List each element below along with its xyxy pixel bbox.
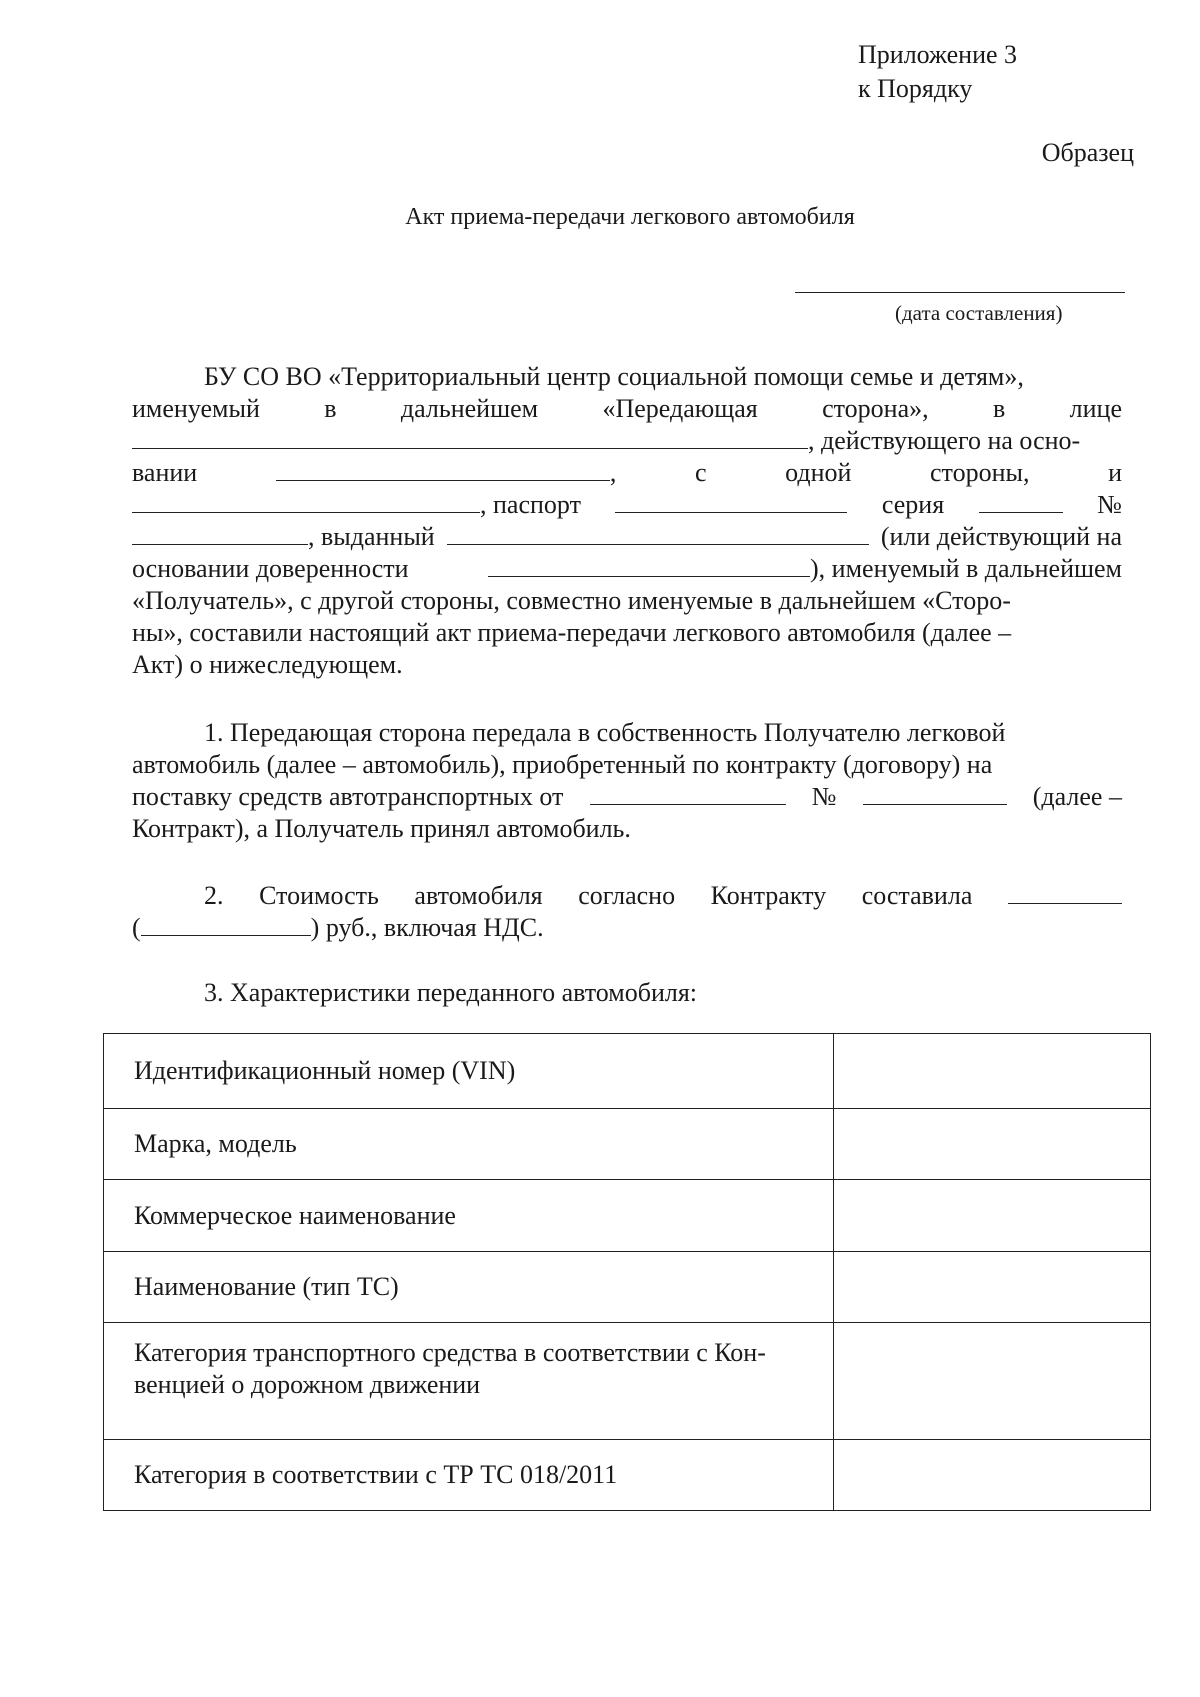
passport-number-blank[interactable] [132, 522, 308, 545]
section-1-line-1: 1. Передающая сторона передала в собственность Получателю легковой [204, 718, 1006, 747]
passport-series-blank[interactable] [979, 490, 1063, 513]
sample-label: Образец [1041, 138, 1134, 167]
intro-line-3: , действующего на осно- [132, 425, 1122, 457]
intro-line-8: «Получатель», с другой стороны, совместно именуемые в дальнейшем «Сторо- [132, 586, 1011, 615]
section-2 [132, 880, 1122, 944]
row-value-cell[interactable] [834, 1109, 1151, 1180]
section-1-line-4: Контракт), а Получатель принял автомобиль. [132, 814, 631, 843]
intro-line-9: ны», составили настоящий акт приема-передачи легкового автомобиля (далее – [132, 618, 1012, 647]
row-value-cell[interactable] [834, 1034, 1151, 1109]
intro-line-2: именуемый в дальнейшем «Передающая сторона», в лице [132, 394, 1122, 423]
section-2-line-1: 2. Стоимость автомобиля согласно Контракту составила [132, 880, 1122, 912]
basis-document-blank[interactable] [276, 458, 610, 481]
appendix-label: Приложение 3 [858, 40, 1018, 69]
contract-number-blank[interactable] [863, 782, 1007, 805]
section-1 [132, 717, 1122, 845]
date-caption: (дата составления) [895, 301, 1063, 325]
intro-line-4: вании , с одной стороны, и [132, 458, 1122, 487]
section-1-line-2: автомобиль (далее – автомобиль), приобретенный по контракту (договору) на [132, 750, 993, 779]
contract-date-blank[interactable] [590, 782, 786, 805]
row-label: Категория транспортного средства в соответствии с Кон- венцией о дорожном движении [104, 1323, 834, 1440]
document-title: Акт приема-передачи легкового автомобиля [405, 204, 855, 230]
table-row [104, 1109, 1151, 1180]
table-row [104, 1252, 1151, 1323]
table-row [104, 1440, 1151, 1511]
issued-by-blank[interactable] [447, 522, 869, 545]
appendix-to-label: к Порядку [858, 74, 973, 103]
section-3-heading: 3. Характеристики переданного автомобиля: [204, 978, 698, 1007]
passport-blank[interactable] [615, 490, 847, 513]
row-value-cell[interactable] [834, 1440, 1151, 1511]
recipient-name-blank[interactable] [132, 490, 480, 513]
row-label: Наименование (тип ТС) [104, 1252, 834, 1323]
row-value-cell[interactable] [834, 1180, 1151, 1252]
row-value-cell[interactable] [834, 1252, 1151, 1323]
date-line [795, 292, 1125, 293]
row-label: Марка, модель [104, 1109, 834, 1180]
row-label: Категория в соответствии с ТР ТС 018/2011 [104, 1440, 834, 1511]
characteristics-table [103, 1033, 1151, 1511]
intro-paragraph [132, 361, 1122, 681]
row-label: Коммерческое наименование [104, 1180, 834, 1252]
power-of-attorney-blank[interactable] [488, 554, 810, 577]
row-label: Идентификационный номер (VIN) [104, 1034, 834, 1109]
intro-line-10: Акт) о нижеследующем. [132, 650, 403, 679]
intro-line-7: основании доверенности ), именуемый в дальнейшем [132, 554, 1122, 583]
section-2-line-2: ( ) руб., включая НДС. [132, 913, 544, 942]
price-words-blank[interactable] [141, 913, 311, 936]
price-digits-blank[interactable] [1008, 881, 1122, 904]
table-row [104, 1034, 1151, 1109]
table-row [104, 1323, 1151, 1440]
intro-line-1: БУ СО ВО «Территориальный центр социальной помощи семье и детям», [204, 362, 1024, 391]
row-value-cell[interactable] [834, 1323, 1151, 1440]
intro-line-5: , паспорт серия № [132, 489, 1122, 521]
table-row [104, 1180, 1151, 1252]
section-1-line-3: поставку средств автотранспортных от № (далее – [132, 782, 1122, 811]
intro-line-6: , выданный (или действующий на [132, 521, 1122, 553]
representative-name-blank[interactable] [132, 426, 808, 449]
